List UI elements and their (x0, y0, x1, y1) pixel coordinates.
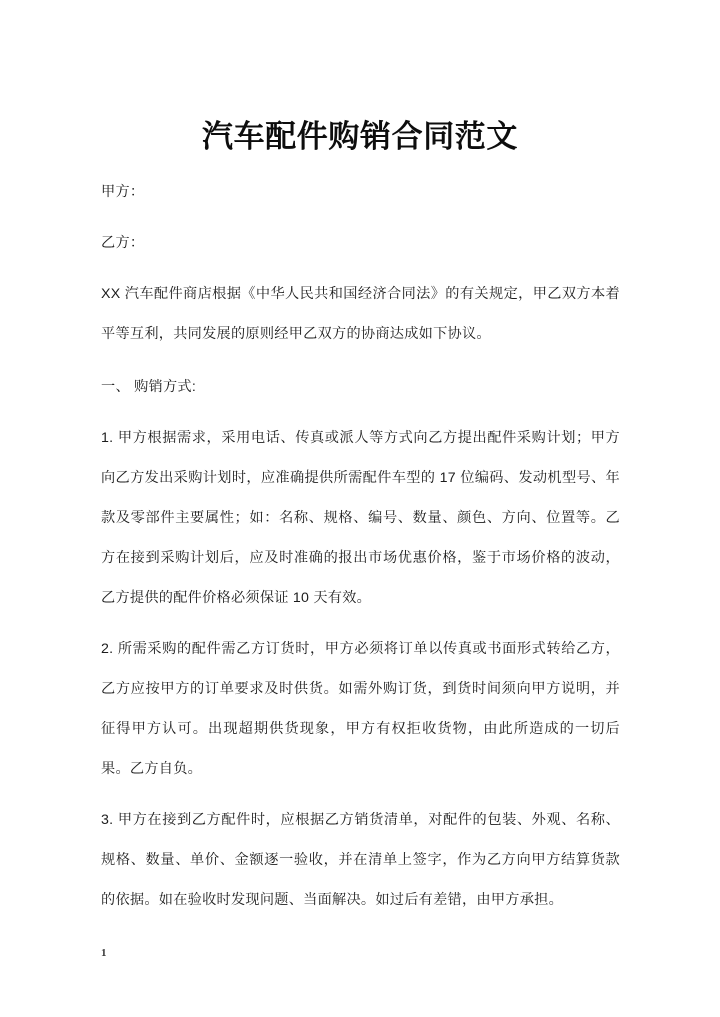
section-heading-purchase-method: 一、 购销方式: (101, 379, 197, 395)
document-body (101, 172, 620, 920)
party-a-label: 甲方： (101, 184, 145, 200)
page-title: 汽车配件购销合同范文 (202, 118, 518, 154)
page-number: 1 (101, 947, 107, 959)
clause-item-2: 2. 所需采购的配件需乙方订货时，甲方必须将订单以传真或书面形式转给乙方，乙方应按甲方的订单要求及时供货。如需外购订货，到货时间须向甲方说明，并征得甲方认可。出现超期供货现象，甲方有权拒收货物，由此所造成的一切后果。乙方自负。 (101, 641, 620, 777)
clause-item-1: 1. 甲方根据需求，采用电话、传真或派人等方式向乙方提出配件采购计划；甲方向乙方发出采购计划时，应准确提供所需配件车型的 17 位编码、发动机型号、年款及零部件主要属性；如：名称、规格、编号、数量、颜色、方向、位置等。乙方在接到采购计划后，应及时准确的报出市场优惠价格，鉴于市场价格的波动，乙方提供的配件价格必须保证 10 天有效。 (101, 430, 620, 606)
clause-item-3: 3. 甲方在接到乙方配件时，应根据乙方销货清单，对配件的包装、外观、名称、规格、数量、单价、金额逐一验收，并在清单上签字，作为乙方向甲方结算货款的依据。如在验收时发现问题、当面解决。如过后有差错，由甲方承担。 (101, 812, 620, 908)
party-b-label: 乙方： (101, 235, 145, 251)
preamble-paragraph: XX 汽车配件商店根据《中华人民共和国经济合同法》的有关规定，甲乙双方本着平等互利，共同发展的原则经甲乙双方的协商达成如下协议。 (101, 286, 620, 342)
